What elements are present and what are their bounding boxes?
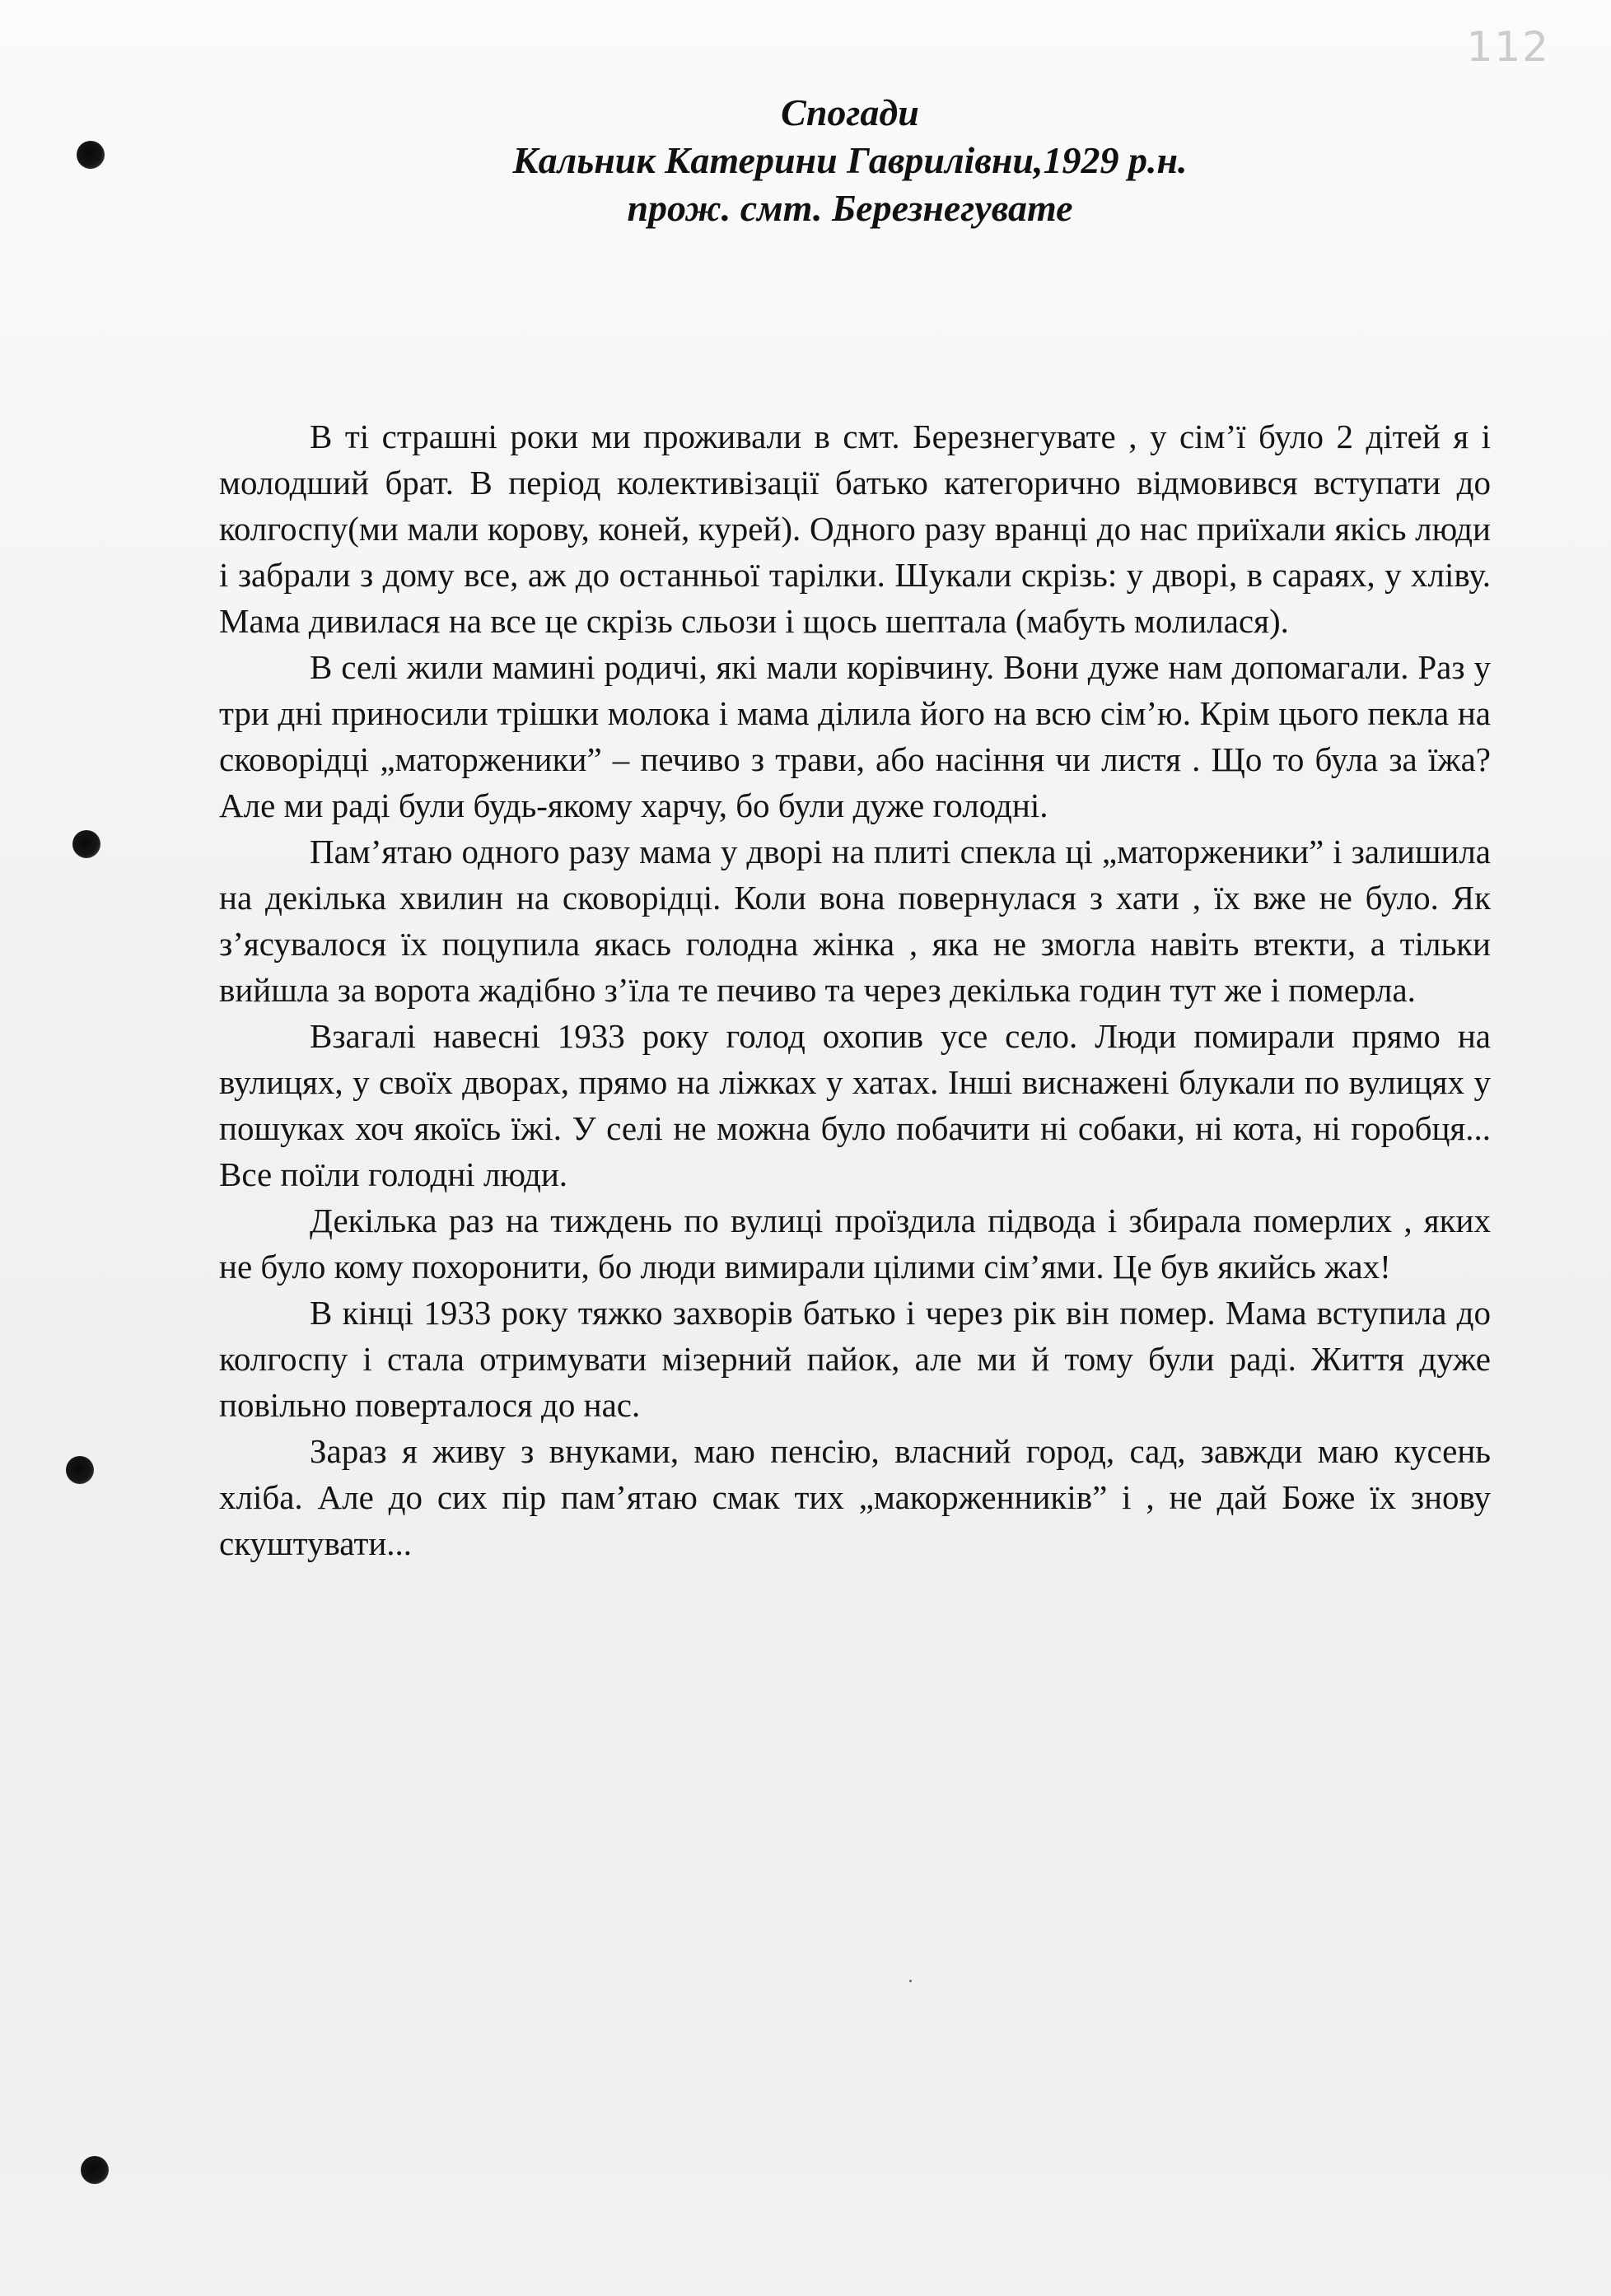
archive-page-number: 112 [1466, 23, 1550, 71]
author-residence: прож. смт. Березнегувате [627, 187, 1073, 229]
paper-speck [909, 1980, 912, 1982]
paragraph: В кінці 1933 року тяжко захворів батько і через рік він помер. Мама вступила до колгоспу і стала отримувати мізерний пайок, але ми й тому були раді. Життя дуже повільно поверталося до нас. [219, 1294, 1491, 1424]
memoir-body [219, 413, 1491, 1566]
punch-hole [66, 1456, 94, 1484]
paragraph: В ті страшні роки ми проживали в смт. Березнегувате , у сім’ї було 2 дітей я і молодший брат. В період колективізації батько категорично відмовився вступати до колгоспу(ми мали корову, коней, курей). Одного разу вранці до нас приїхали якісь люди і забрали з дому все, аж до останньої тарілки. Шукали скрізь: у дворі, в сараях, у хліву. Мама дивилася на все це скрізь сльози і щось шептала (мабуть молилася). [219, 418, 1491, 640]
paragraph: Взагалі навесні 1933 року голод охопив усе село. Люди помирали прямо на вулицях, у своїх дворах, прямо на ліжках у хатах. Інші виснажені блукали по вулицях у пошуках хоч якоїсь їжі. У селі не можна було побачити ні собаки, ні кота, ні горобця... Все поїли голодні люди. [219, 1017, 1491, 1193]
paragraph: В селі жили мамині родичі, які мали корівчину. Вони дуже нам допомагали. Раз у три дні приносили трішки молока і мама ділила його на всю сім’ю. Крім цього пекла на сковорідці „маторженики” – печиво з трави, або насіння чи листя . Що то була за їжа? Але ми раді були будь-якому харчу, бо були дуже голодні. [219, 648, 1491, 824]
document-title: Спогади [781, 91, 919, 133]
document-header [0, 89, 1611, 232]
paragraph: Зараз я живу з внуками, маю пенсію, власний город, сад, завжди маю кусень хліба. Але до сих пір пам’ятаю смак тих „макорженників” і , не дай Боже їх знову скуштувати... [219, 1432, 1491, 1562]
punch-hole [81, 2156, 109, 2184]
paragraph: Пам’ятаю одного разу мама у дворі на плиті спекла ці „маторженики” і залишила на декілька хвилин на сковорідці. Коли вона повернулася з хати , їх вже не було. Як з’ясувалося їх поцупила якась голодна жінка , яка не змогла навіть втекти, а тільки вийшла за ворота жадібно з’їла те печиво та через декілька годин тут же і померла. [219, 833, 1491, 1009]
paragraph: Декілька раз на тиждень по вулиці проїздила підвода і збирала померлих , яких не було кому похоронити, бо люди вимирали цілими сім’ями. Це був якийсь жах! [219, 1202, 1491, 1286]
punch-hole [72, 830, 100, 858]
author-name: Кальник Катерини Гаврилівни,1929 р.н. [512, 139, 1188, 181]
